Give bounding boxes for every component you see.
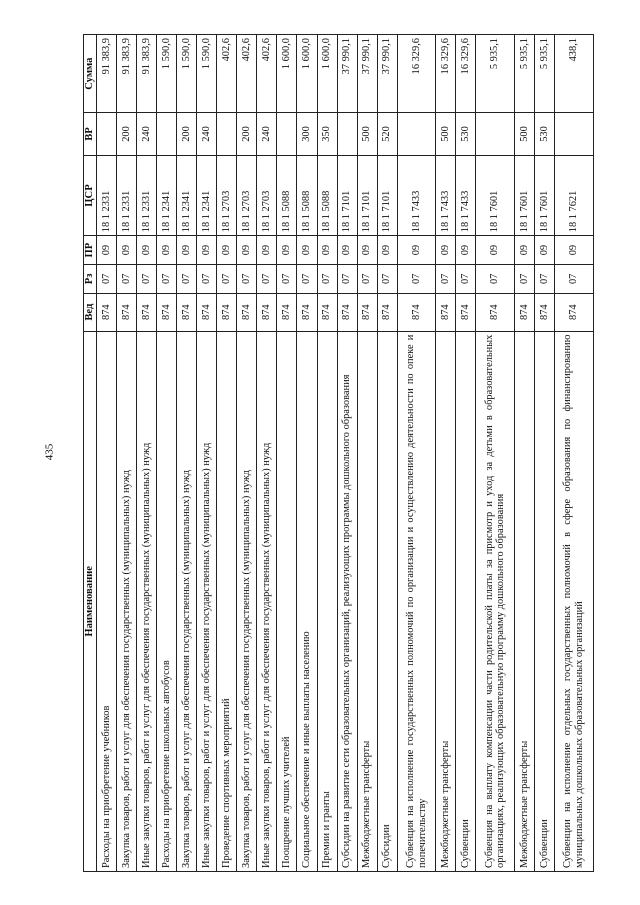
cell-vr: 300 xyxy=(297,113,317,156)
cell-vr: 240 xyxy=(136,113,156,156)
cell-name: Поощрение лучших учителей xyxy=(277,331,297,871)
cell-name: Иные закупки товаров, работ и услуг для обеспечения государственных (муниципальных) нужд xyxy=(136,331,156,871)
cell-name: Субсидии на развитие сети образовательных организаций, реализующих программы дошкольного образования xyxy=(337,331,357,871)
table-row xyxy=(157,35,177,872)
cell-csr: 18 1 7101 xyxy=(357,155,377,235)
cell-pr: 09 xyxy=(197,236,217,265)
cell-csr: 18 1 2703 xyxy=(257,155,277,235)
cell-sum: 438,1 xyxy=(555,35,594,113)
cell-rz: 07 xyxy=(277,264,297,293)
cell-ved: 874 xyxy=(197,293,217,331)
cell-ved: 874 xyxy=(555,293,594,331)
cell-name: Закупка товаров, работ и услуг для обеспечения государственных (муниципальных) нужд xyxy=(237,331,257,871)
cell-rz: 07 xyxy=(177,264,197,293)
cell-name: Социальное обеспечение и иные выплаты населению xyxy=(297,331,317,871)
cell-name: Межбюджетные трансферты xyxy=(357,331,377,871)
table-row xyxy=(257,35,277,872)
cell-name: Закупка товаров, работ и услуг для обеспечения государственных (муниципальных) нужд xyxy=(177,331,197,871)
table-row xyxy=(555,35,594,872)
cell-ved: 874 xyxy=(136,293,156,331)
cell-pr: 09 xyxy=(397,236,436,265)
cell-vr xyxy=(157,113,177,156)
cell-sum: 1 590,0 xyxy=(177,35,197,113)
cell-ved: 874 xyxy=(515,293,535,331)
table-body xyxy=(96,35,593,872)
cell-sum: 1 600,0 xyxy=(277,35,297,113)
table-row xyxy=(535,35,555,872)
cell-name: Расходы на приобретение учебников xyxy=(96,331,116,871)
cell-pr: 09 xyxy=(277,236,297,265)
cell-pr: 09 xyxy=(96,236,116,265)
table-row xyxy=(237,35,257,872)
cell-csr: 18 1 2331 xyxy=(96,155,116,235)
cell-pr: 09 xyxy=(377,236,397,265)
cell-sum: 91 383,9 xyxy=(96,35,116,113)
cell-sum: 5 935,1 xyxy=(476,35,515,113)
table-row xyxy=(456,35,476,872)
cell-sum: 402,6 xyxy=(237,35,257,113)
cell-csr: 18 1 2331 xyxy=(116,155,136,235)
cell-ved: 874 xyxy=(436,293,456,331)
cell-sum: 37 990,1 xyxy=(337,35,357,113)
header-csr: ЦСР xyxy=(84,155,97,235)
cell-rz: 07 xyxy=(515,264,535,293)
cell-name: Субвенции xyxy=(535,331,555,871)
table-row xyxy=(297,35,317,872)
page-number-text: 435 xyxy=(43,443,55,461)
cell-vr: 200 xyxy=(237,113,257,156)
cell-ved: 874 xyxy=(277,293,297,331)
table-row xyxy=(197,35,217,872)
cell-sum: 5 935,1 xyxy=(535,35,555,113)
cell-pr: 09 xyxy=(237,236,257,265)
table-row xyxy=(377,35,397,872)
cell-vr: 240 xyxy=(257,113,277,156)
cell-vr: 500 xyxy=(515,113,535,156)
cell-csr: 18 1 7101 xyxy=(337,155,357,235)
cell-ved: 874 xyxy=(476,293,515,331)
cell-csr: 18 1 5088 xyxy=(317,155,337,235)
cell-csr: 18 1 5088 xyxy=(277,155,297,235)
table-row xyxy=(476,35,515,872)
cell-csr: 18 1 2341 xyxy=(177,155,197,235)
table-row xyxy=(116,35,136,872)
cell-pr: 09 xyxy=(157,236,177,265)
cell-name: Расходы на приобретение школьных автобусов xyxy=(157,331,177,871)
cell-rz: 07 xyxy=(317,264,337,293)
cell-sum: 1 600,0 xyxy=(297,35,317,113)
cell-ved: 874 xyxy=(317,293,337,331)
cell-ved: 874 xyxy=(157,293,177,331)
cell-pr: 09 xyxy=(337,236,357,265)
cell-rz: 07 xyxy=(157,264,177,293)
cell-vr xyxy=(397,113,436,156)
cell-pr: 09 xyxy=(297,236,317,265)
cell-csr: 18 1 2703 xyxy=(217,155,237,235)
header-ved: Вед xyxy=(84,293,97,331)
cell-name: Проведение спортивных мероприятий xyxy=(217,331,237,871)
cell-pr: 09 xyxy=(535,236,555,265)
cell-name: Субвенция на выплату компенсации части родительской платы за присмотр и уход за детьми в образовательных организациях, реализующих образовательную программу дошкольного образования xyxy=(476,331,515,871)
cell-name: Премии и гранты xyxy=(317,331,337,871)
cell-vr: 350 xyxy=(317,113,337,156)
cell-name: Субвенция на исполнение государственных полномочий по организации и осуществлению деятельности по опеке и попечительству xyxy=(397,331,436,871)
cell-sum: 16 329,6 xyxy=(436,35,456,113)
cell-name: Иные закупки товаров, работ и услуг для обеспечения государственных (муниципальных) нужд xyxy=(257,331,277,871)
cell-ved: 874 xyxy=(535,293,555,331)
cell-pr: 09 xyxy=(436,236,456,265)
table-header-row xyxy=(84,35,97,872)
budget-table xyxy=(83,34,594,872)
cell-ved: 874 xyxy=(337,293,357,331)
cell-rz: 07 xyxy=(535,264,555,293)
cell-csr: 18 1 2341 xyxy=(197,155,217,235)
cell-name: Межбюджетные трансферты xyxy=(515,331,535,871)
cell-pr: 09 xyxy=(136,236,156,265)
cell-sum: 1 590,0 xyxy=(197,35,217,113)
cell-sum: 16 329,6 xyxy=(397,35,436,113)
cell-ved: 874 xyxy=(456,293,476,331)
cell-name: Субвенции на исполнение отдельных государственных полномочий в сфере образования по финансированию муниципальных дошкольных образовательных организаций xyxy=(555,331,594,871)
cell-pr: 09 xyxy=(357,236,377,265)
cell-rz: 07 xyxy=(397,264,436,293)
cell-rz: 07 xyxy=(357,264,377,293)
cell-name: Иные закупки товаров, работ и услуг для обеспечения государственных (муниципальных) нужд xyxy=(197,331,217,871)
cell-rz: 07 xyxy=(456,264,476,293)
header-sum: Сумма xyxy=(84,35,97,113)
cell-csr: 18 1 2331 xyxy=(136,155,156,235)
cell-rz: 07 xyxy=(337,264,357,293)
cell-ved: 874 xyxy=(377,293,397,331)
cell-rz: 07 xyxy=(436,264,456,293)
table-row xyxy=(277,35,297,872)
header-vr: ВР xyxy=(84,113,97,156)
cell-ved: 874 xyxy=(257,293,277,331)
cell-csr: 18 1 7621 xyxy=(555,155,594,235)
table-row xyxy=(317,35,337,872)
cell-vr: 240 xyxy=(197,113,217,156)
cell-sum: 1 600,0 xyxy=(317,35,337,113)
cell-csr: 18 1 7433 xyxy=(397,155,436,235)
cell-pr: 09 xyxy=(217,236,237,265)
cell-sum: 16 329,6 xyxy=(456,35,476,113)
cell-name: Закупка товаров, работ и услуг для обеспечения государственных (муниципальных) нужд xyxy=(116,331,136,871)
cell-pr: 09 xyxy=(177,236,197,265)
cell-name: Субсидии xyxy=(377,331,397,871)
table-row xyxy=(337,35,357,872)
cell-ved: 874 xyxy=(237,293,257,331)
cell-rz: 07 xyxy=(197,264,217,293)
table-row xyxy=(136,35,156,872)
cell-rz: 07 xyxy=(96,264,116,293)
cell-csr: 18 1 7601 xyxy=(476,155,515,235)
cell-rz: 07 xyxy=(116,264,136,293)
cell-pr: 09 xyxy=(515,236,535,265)
table-row xyxy=(177,35,197,872)
cell-vr: 500 xyxy=(436,113,456,156)
cell-sum: 1 590,0 xyxy=(157,35,177,113)
table-row xyxy=(397,35,436,872)
cell-rz: 07 xyxy=(555,264,594,293)
cell-csr: 18 1 7433 xyxy=(436,155,456,235)
cell-ved: 874 xyxy=(357,293,377,331)
cell-vr: 520 xyxy=(377,113,397,156)
cell-vr: 200 xyxy=(177,113,197,156)
header-rz: Рз xyxy=(84,264,97,293)
cell-ved: 874 xyxy=(297,293,317,331)
cell-csr: 18 1 2341 xyxy=(157,155,177,235)
cell-pr: 09 xyxy=(257,236,277,265)
cell-ved: 874 xyxy=(116,293,136,331)
cell-vr: 200 xyxy=(116,113,136,156)
cell-vr xyxy=(476,113,515,156)
cell-sum: 37 990,1 xyxy=(357,35,377,113)
cell-rz: 07 xyxy=(136,264,156,293)
header-name: Наименование xyxy=(84,331,97,871)
cell-ved: 874 xyxy=(397,293,436,331)
cell-vr: 530 xyxy=(456,113,476,156)
cell-rz: 07 xyxy=(257,264,277,293)
cell-vr: 500 xyxy=(357,113,377,156)
cell-rz: 07 xyxy=(476,264,515,293)
cell-ved: 874 xyxy=(177,293,197,331)
cell-sum: 91 383,9 xyxy=(116,35,136,113)
cell-pr: 09 xyxy=(555,236,594,265)
cell-pr: 09 xyxy=(116,236,136,265)
cell-pr: 09 xyxy=(476,236,515,265)
cell-csr: 18 1 7433 xyxy=(456,155,476,235)
cell-pr: 09 xyxy=(317,236,337,265)
table-row xyxy=(515,35,535,872)
cell-csr: 18 1 2703 xyxy=(237,155,257,235)
header-pr: ПР xyxy=(84,236,97,265)
cell-sum: 402,6 xyxy=(257,35,277,113)
cell-csr: 18 1 7601 xyxy=(515,155,535,235)
cell-vr xyxy=(555,113,594,156)
cell-ved: 874 xyxy=(96,293,116,331)
cell-pr: 09 xyxy=(456,236,476,265)
cell-ved: 874 xyxy=(217,293,237,331)
cell-sum: 402,6 xyxy=(217,35,237,113)
cell-rz: 07 xyxy=(297,264,317,293)
cell-name: Субвенции xyxy=(456,331,476,871)
cell-csr: 18 1 7601 xyxy=(535,155,555,235)
rotated-table-sheet xyxy=(83,34,594,872)
cell-name: Межбюджетные трансферты xyxy=(436,331,456,871)
cell-sum: 5 935,1 xyxy=(515,35,535,113)
cell-vr xyxy=(277,113,297,156)
table-row xyxy=(436,35,456,872)
cell-csr: 18 1 7101 xyxy=(377,155,397,235)
cell-rz: 07 xyxy=(237,264,257,293)
table-row xyxy=(217,35,237,872)
cell-vr xyxy=(217,113,237,156)
cell-vr: 530 xyxy=(535,113,555,156)
cell-csr: 18 1 5088 xyxy=(297,155,317,235)
cell-vr xyxy=(337,113,357,156)
page-number xyxy=(38,437,60,467)
cell-sum: 91 383,9 xyxy=(136,35,156,113)
cell-rz: 07 xyxy=(217,264,237,293)
cell-rz: 07 xyxy=(377,264,397,293)
cell-sum: 37 990,1 xyxy=(377,35,397,113)
table-row xyxy=(96,35,116,872)
table-row xyxy=(357,35,377,872)
cell-vr xyxy=(96,113,116,156)
